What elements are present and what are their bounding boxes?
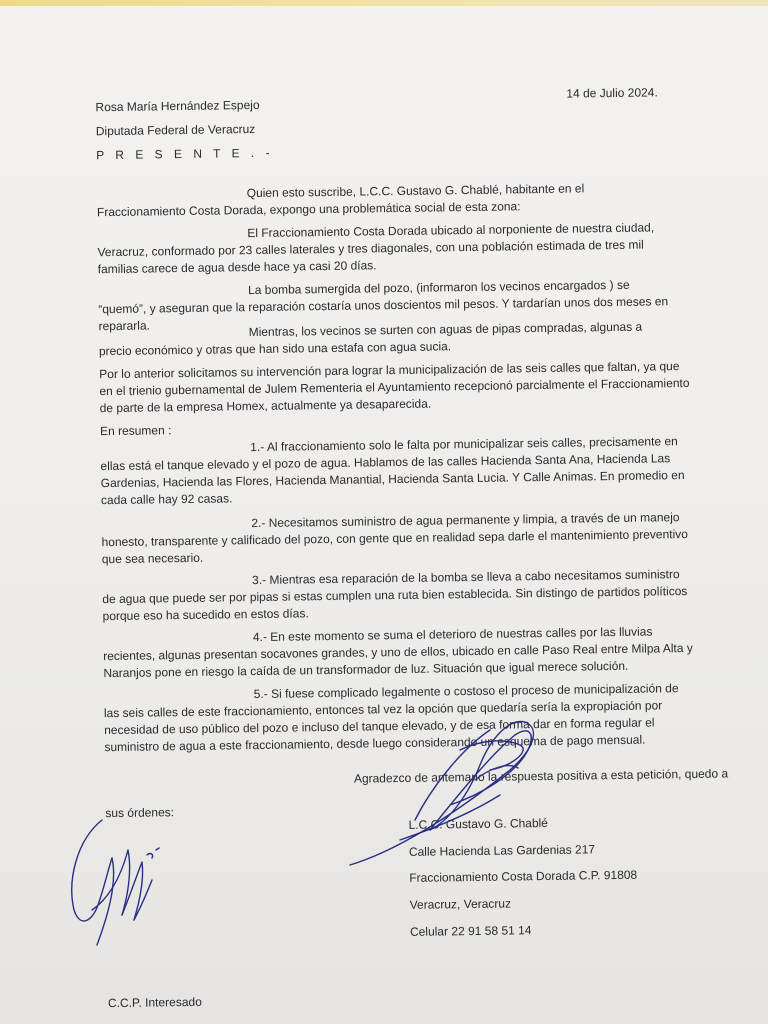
sender-street: Calle Hacienda Las Gardenias 217 xyxy=(408,842,596,859)
paragraph-2: La bomba sumergida del pozo, (informaron los vecinos encargados ) se “quemó”, y aseguran que la reparación costaría unos doscientos mil pesos. Y tardarían unos dos meses en repararla. xyxy=(98,277,669,334)
recipient-title: Diputada Federal de Veracruz xyxy=(95,121,256,139)
letter-date: 14 de Julio 2024. xyxy=(566,85,658,101)
sender-city: Veracruz, Veracruz xyxy=(409,896,512,912)
salutation: P R E S E N T E . - xyxy=(96,145,274,163)
recipient-name: Rosa María Hernández Espejo xyxy=(95,97,260,115)
summary-item-1: 1.- Al fraccionamiento solo le falta por municipalizar seis calles, precisamente en ellas está el tanque elevado y el pozo de agua. Hablamos de las calles Hacienda Santa Ana, Hacienda Las Gardenias, Hacienda las Flores, Hacienda Manantial, Hacienda Santa Lucia. Y Calle Animas. En promedio en cada calle hay 92 casas. xyxy=(100,434,685,508)
sender-phone: Celular 22 91 58 51 14 xyxy=(409,923,532,939)
signature-main xyxy=(340,710,550,880)
paragraph-4: Por lo anterior solicitamos su intervención para lograr la municipalización de las seis calles que faltan, ya que en el trienio gubernamental de Julem Rementeria el Ayuntamiento recepcionó parcialmente el Fraccionamiento de parte de la empresa Homex, actualmente ya desaparecida. xyxy=(99,359,690,416)
signature-secondary xyxy=(62,810,172,955)
paragraph-1: El Fraccionamiento Costa Dorada ubicado al norponiente de nuestra ciudad, Veracruz, conformado por 23 calles laterales y tres diagonales, con una población estimada de tres mil familias carece de agua desde hace ya casi 20 días. xyxy=(97,220,655,277)
ccp-line: C.C.P. Interesado xyxy=(107,994,202,1011)
summary-item-5: 5.- Si fuese complicado legalmente o costoso el proceso de municipalización de las seis calles de este fraccionamiento, entonces tal vez la opción que quedaría sería la expropiación por necesidad de uso público del pozo e incluso del tanque elevado, y de esa forma dar en forma regular el suministro de agua a este fraccionamiento, desde luego considerando un esquema de pago mensual. xyxy=(103,681,679,755)
paragraph-3: Mientras, los vecinos se surten con aguas de pipas compradas, algunas a precio económico y otras que han sido una estafa con agua sucia. xyxy=(98,319,643,359)
closing-line: Agradezco de antemano la respuesta positiva a esta petición, quedo a xyxy=(353,766,729,786)
summary-item-2: 2.- Necesitamos suministro de agua permanente y limpia, a través de un manejo honesto, transparente y calificado del pozo, con gente que en realidad sepa darle el mantenimiento preventivo que sea necesario. xyxy=(101,510,688,567)
closing-line-2: sus órdenes: xyxy=(105,805,175,821)
sender-name: L.C.C. Gustavo G. Chablé xyxy=(408,815,549,832)
summary-item-4: 4.- En este momento se suma el deterioro de nuestras calles por las lluvias recientes, algunas presentan socavones grandes, y uno de ellos, ubicado en calle Paso Real entre Milpa Alta y Naranjos pone en riesgo la caída de un transformador de luz. Situación que igual merece solución. xyxy=(103,624,693,681)
summary-item-3: 3.- Mientras esa reparación de la bomba se lleva a cabo necesitamos suministro de agua que puede ser por pipas si estas cumplen una ruta bien establecida. Sin distingo de partidos políticos porque eso ha sucedido en estos días. xyxy=(102,567,688,624)
summary-heading: En resumen : xyxy=(99,423,172,439)
sender-neighborhood: Fraccionamiento Costa Dorada C.P. 91808 xyxy=(409,867,638,885)
intro-paragraph: Quien esto suscribe, L.C.C. Gustavo G. Chablé, habitante en el Fraccionamiento Costa Dorada, expongo una problemática social de esta zona: xyxy=(96,181,585,220)
